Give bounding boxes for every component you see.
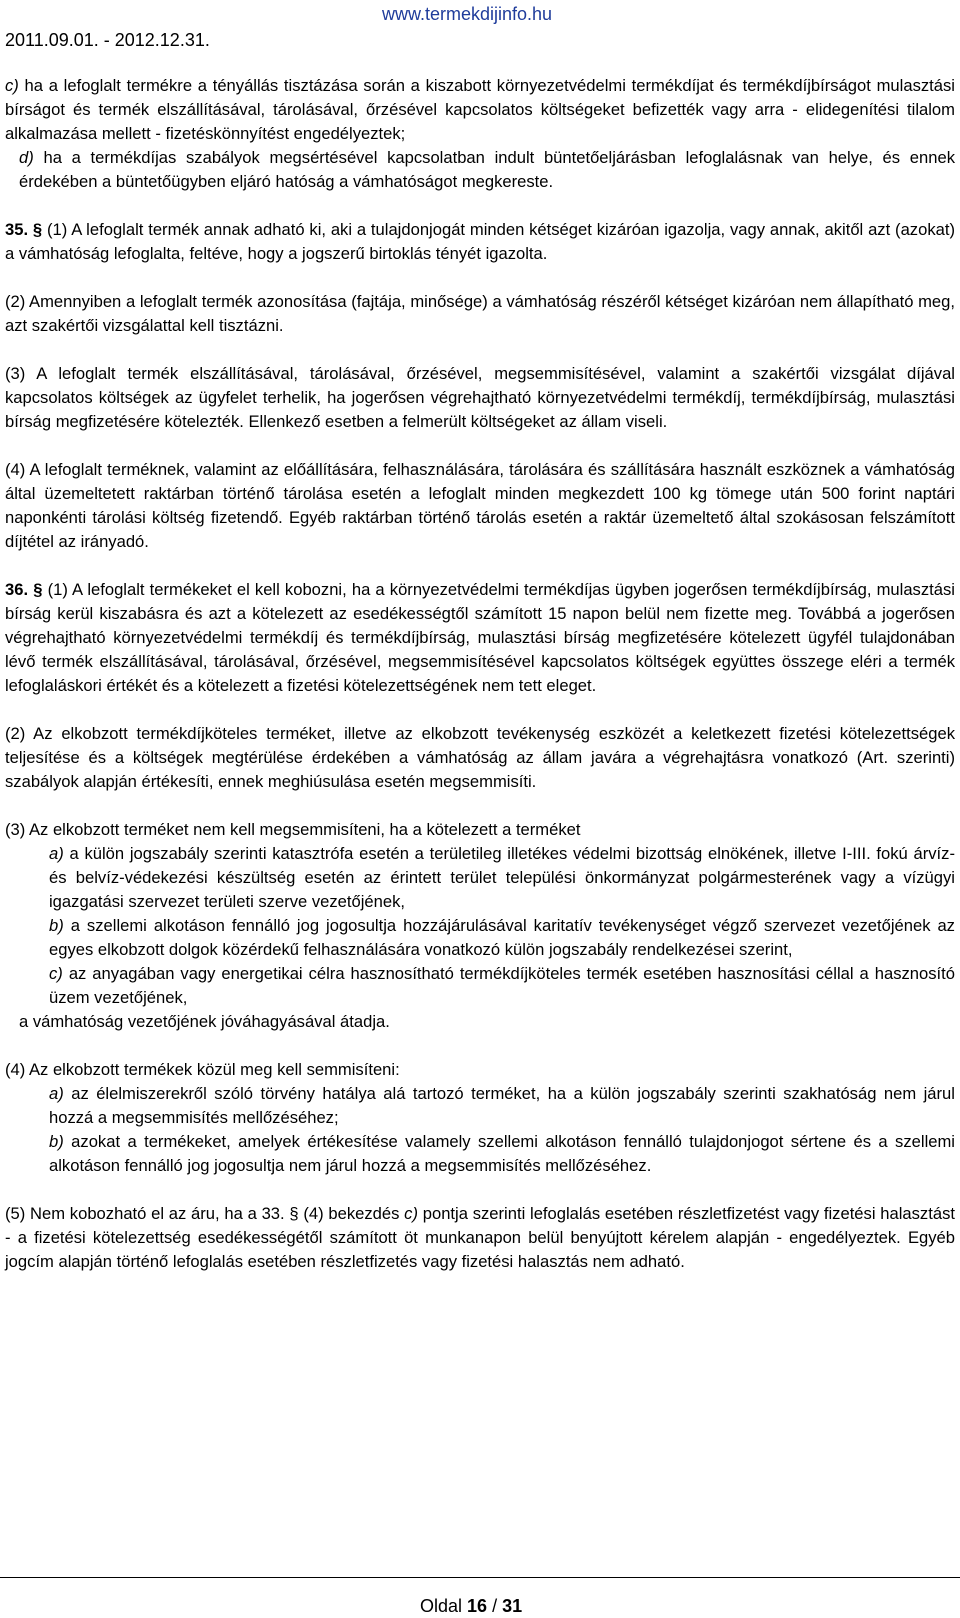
- section-number: 35.: [5, 220, 29, 239]
- paragraph-text: (1) A lefoglalt termékeket el kell kobozni, ha a környezetvédelmi termékdíjas ügyben jogerősen termékdíjbírság, mulasztási bírság kerül kiszabásra és azt a kötelezett az esedékességtől számított 15 napon belül nem fizette meg. Továbbá a jogerősen végrehajtható környezetvédelmi termékdíj és termékdíjbírság, mulasztási bírság megfizetésére kötelezett ügyfél tulajdonában lévő termék elszállításával, tárolásával, őrzésével, megsemmisítésével kapcsolatos költségek együttes összege eléri a termék lefoglaláskori értékét és a kötelezett a fizetési kötelezettségének nem tett eleget.: [5, 580, 955, 695]
- inline-point-ref: c): [404, 1204, 418, 1223]
- section-sign: §: [33, 580, 43, 599]
- item-label: c): [49, 964, 63, 983]
- section-36-paragraph-2: (2) Az elkobzott termékdíjköteles terméket, illetve az elkobzott tevékenység eszközét a keletkezett fizetési kötelezettségek teljesítése és a költségek megtérülése érdekében a vámhatóság az állam javára a végrehajtásra vonatkozó (Art. szerinti) szabályok alapján értékesíti, ennek meghiúsulása esetén megsemmisíti.: [5, 724, 955, 791]
- item-text: a külön jogszabály szerinti katasztrófa esetén a területileg illetékes védelmi bizottság elnökének, illetve I-III. fokú árvíz- és belvíz-védekezési készültség esetén az érintett terület települési önkormányzat polgármesterének vagy a vízügyi igazgatási szervezet területi szerve vezetőjének,: [49, 844, 955, 911]
- item-text: ha a termékdíjas szabályok megsértésével kapcsolatban indult büntetőeljárásban lefoglalásnak van helye, és ennek érdekében a büntetőügyben eljáró hatóság a vámhatóságot megkereste.: [19, 148, 955, 191]
- list-item-c: [49, 962, 955, 1010]
- header-date-range: 2011.09.01. - 2012.12.31.: [5, 30, 210, 50]
- page-current: 16: [467, 1596, 488, 1616]
- item-text: ha a lefoglalt termékre a tényállás tisztázása során a kiszabott környezetvédelmi termékdíjat és termékdíjbírságot mulasztási bírságot és termék elszállításával, tárolásával, őrzésével kapcsolatos költségeket befizették vagy arra - elidegenítési tilalom alkalmazása mellett - fizetéskönnyítést engedélyeztek;: [5, 76, 955, 143]
- document-body: [5, 74, 955, 1274]
- item-label: b): [49, 916, 64, 935]
- list-item-b: [49, 1130, 955, 1178]
- page-total: 31: [502, 1596, 523, 1616]
- item-text: a szellemi alkotáson fennálló jog jogosultja hozzájárulásával karitatív tevékenységet végző szervezet vezetőjének az egyes elkobzott dolgok közérdekű felhasználására vonatkozó külön jogszabály rendelkezései szerint,: [49, 916, 955, 959]
- item-d: [19, 146, 955, 194]
- section-35-paragraph-1: [5, 218, 955, 266]
- item-label: a): [49, 844, 64, 863]
- item-c: [5, 74, 955, 146]
- section-35-paragraph-4: (4) A lefoglalt terméknek, valamint az előállítására, felhasználására, tárolására és szállítására használt eszköznek a vámhatóság által üzemeltetett raktárban történő tárolása esetén a lefoglalt minden megkezdett 100 kg tömege után 500 forint naptári naponkénti tárolási költség fizetendő. Egyéb raktárban történő tárolás esetén a raktár üzemeltető által szokásosan felszámított díjtétel az irányadó.: [5, 460, 955, 551]
- section-36-paragraph-1: [5, 578, 955, 698]
- list-item-b: [49, 914, 955, 962]
- item-label: c): [5, 76, 19, 95]
- section-36-paragraph-3-outro: a vámhatóság vezetőjének jóváhagyásával átadja.: [19, 1012, 390, 1031]
- paragraph-text: pontja szerinti lefoglalás esetében részletfizetést vagy fizetési halasztást - a fizetési kötelezettség esedékességétől számított öt munkanapon belül benyújtott kérelem alapján - engedélyeztek. Egyéb jogcím alapján történő lefoglalás esetében részletfizetés vagy fizetési halasztás nem adható.: [5, 1204, 955, 1271]
- section-36-paragraph-5: [5, 1202, 955, 1274]
- section-number: 36.: [5, 580, 29, 599]
- footer-divider: [0, 1577, 960, 1578]
- item-text: az élelmiszerekről szóló törvény hatálya alá tartozó terméket, ha a külön jogszabály szerinti szakhatóság nem járul hozzá a megsemmisítés mellőzéséhez;: [49, 1084, 955, 1127]
- page-number: [420, 1596, 522, 1617]
- page-separator: /: [492, 1596, 498, 1616]
- paragraph-text: (5) Nem kobozható el az áru, ha a 33. § (4) bekezdés: [5, 1204, 400, 1223]
- section-sign: §: [32, 220, 43, 239]
- section-36-paragraph-3-intro: (3) Az elkobzott terméket nem kell megsemmisíteni, ha a kötelezett a terméket: [5, 820, 581, 839]
- section-35-paragraph-2: (2) Amennyiben a lefoglalt termék azonosítása (fajtája, minősége) a vámhatóság részéről kétséget kizáróan nem állapítható meg, azt szakértői vizsgálattal kell tisztázni.: [5, 292, 955, 335]
- page-prefix: Oldal: [420, 1596, 463, 1616]
- section-35-paragraph-3: (3) A lefoglalt termék elszállításával, tárolásával, őrzésével, megsemmisítésével, valamint a szakértői vizsgálat díjával kapcsolatos költségek az ügyfelet terhelik, ha jogerősen végrehajtható környezetvédelmi termékdíj, termékdíjbírság, mulasztási bírság megfizetésére kötelezték. Ellenkező esetben a felmerült költségeket az állam viseli.: [5, 364, 955, 431]
- list-item-a: [49, 842, 955, 914]
- header-url[interactable]: www.termekdijinfo.hu: [382, 4, 553, 24]
- item-text: az anyagában vagy energetikai célra hasznosítható termékdíjköteles termék esetében hasznosítási céllal a hasznosító üzem vezetőjének,: [49, 964, 955, 1007]
- list-item-a: [49, 1082, 955, 1130]
- section-36-paragraph-4-intro: (4) Az elkobzott termékek közül meg kell semmisíteni:: [5, 1060, 400, 1079]
- paragraph-text: (1) A lefoglalt termék annak adható ki, aki a tulajdonjogát minden kétséget kizáróan igazolja, vagy annak, akitől azt (azokat) a vámhatóság lefoglalta, feltéve, hogy a jogszerű birtoklás tényét igazolta.: [5, 220, 955, 263]
- item-label: b): [49, 1132, 64, 1151]
- item-text: azokat a termékeket, amelyek értékesítése valamely szellemi alkotáson fennálló tulajdonjogot sértene és a szellemi alkotáson fennálló jog jogosultja nem járul hozzá a megsemmisítés mellőzéséhez.: [49, 1132, 955, 1175]
- item-label: a): [49, 1084, 64, 1103]
- item-label: d): [19, 148, 34, 167]
